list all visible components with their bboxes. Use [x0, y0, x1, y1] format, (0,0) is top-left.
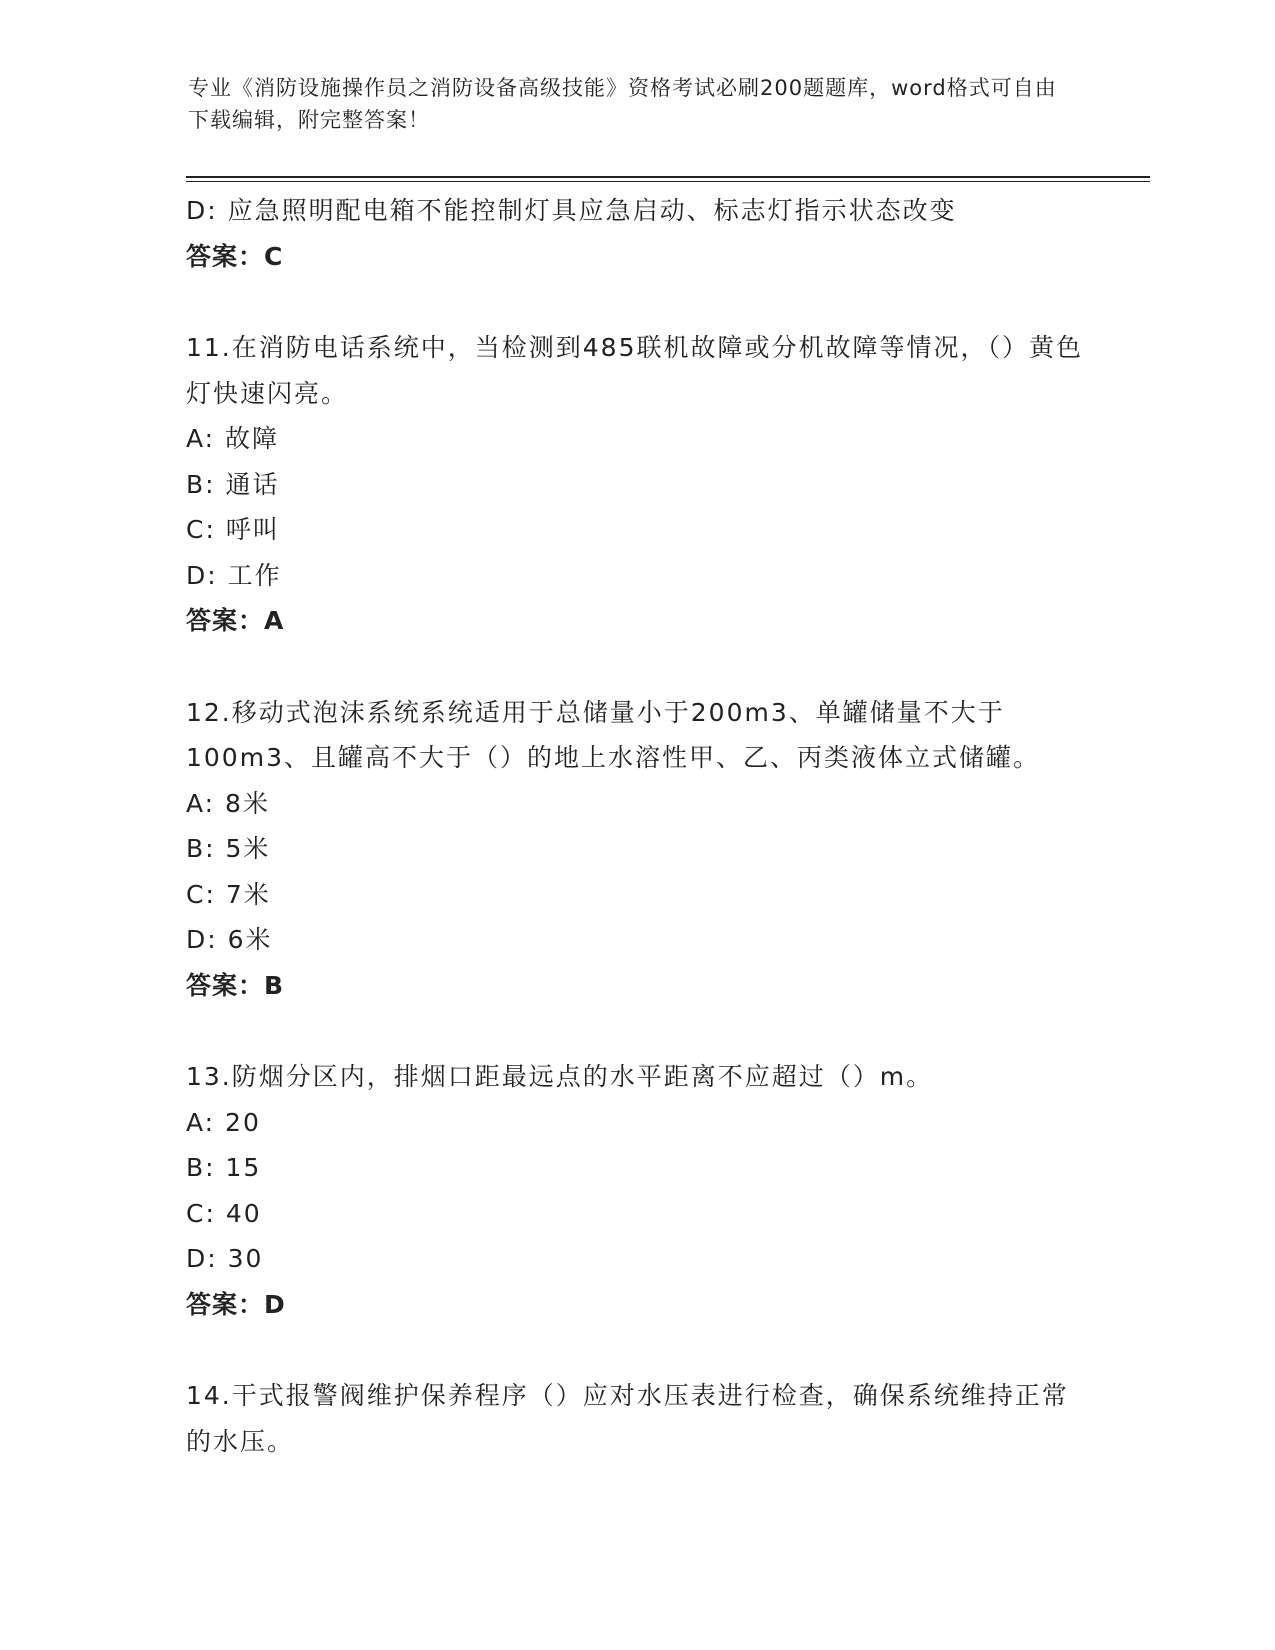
header-divider-thin	[186, 181, 1150, 182]
carryover-answer: 答案：C	[186, 241, 284, 271]
answer: 答案：D	[186, 1289, 286, 1319]
question-text: 12.移动式泡沫系统系统适用于总储量小于200m3、单罐储量不大于100m3、且罐高不大于（）的地上水溶性甲、乙、丙类液体立式储罐。	[186, 697, 1040, 772]
spacer	[186, 644, 1086, 690]
option-b: B: 5米	[186, 834, 271, 863]
option-d: D: 工作	[186, 560, 282, 590]
question-text: 11.在消防电话系统中，当检测到485联机故障或分机故障等情况，（）黄色灯快速闪亮。	[186, 333, 1083, 408]
option-b: B: 15	[186, 1153, 262, 1182]
question-block-14	[186, 1373, 1086, 1464]
option-d: D: 6米	[186, 925, 273, 954]
question-text: 13.防烟分区内，排烟口距最远点的水平距离不应超过（）m。	[186, 1062, 934, 1091]
question-content	[186, 188, 1086, 1464]
document-header: 专业《消防设施操作员之消防设备高级技能》资格考试必刷200题题库，word格式可自由下载编辑，附完整答案！	[188, 76, 1057, 132]
option-d: D: 30	[186, 1244, 264, 1273]
option-a: A: 故障	[186, 424, 280, 453]
spacer	[186, 1008, 1086, 1054]
option-c: C: 呼叫	[186, 515, 280, 544]
option-c: C: 7米	[186, 879, 271, 909]
option-b: B: 通话	[186, 469, 280, 499]
header-divider-thick	[186, 176, 1150, 178]
carryover-option-d: D: 应急照明配电箱不能控制灯具应急启动、标志灯指示状态改变	[186, 196, 957, 225]
answer: 答案：B	[186, 970, 285, 1000]
option-c: C: 40	[186, 1198, 262, 1228]
question-block-11	[186, 325, 1086, 644]
option-a: A: 20	[186, 1107, 261, 1137]
spacer	[186, 279, 1086, 325]
answer: 答案：A	[186, 606, 285, 635]
question-block-12	[186, 690, 1086, 1009]
option-a: A: 8米	[186, 788, 270, 818]
spacer	[186, 1327, 1086, 1373]
question-text: 14.干式报警阀维护保养程序（）应对水压表进行检查，确保系统维持正常的水压。	[186, 1381, 1069, 1456]
question-block-13	[186, 1054, 1086, 1327]
